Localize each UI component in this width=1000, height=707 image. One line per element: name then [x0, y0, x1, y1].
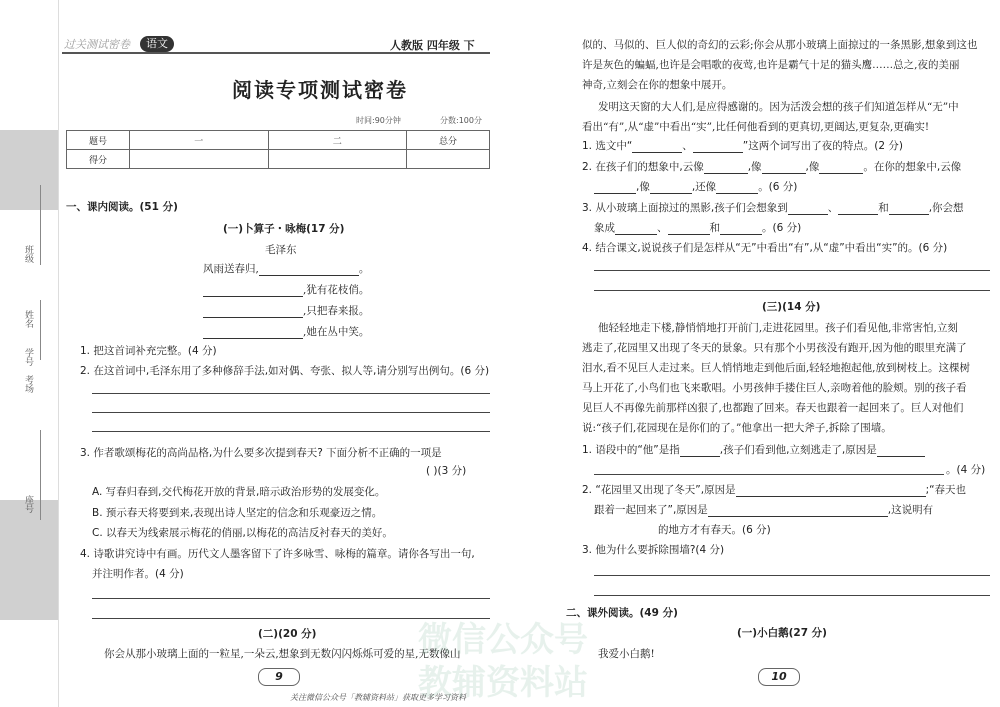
question-3-score[interactable]: ( )(3 分)	[426, 465, 467, 477]
edition-label: 人教版 四年级 下	[390, 39, 475, 52]
passage-text: 许是灰色的蝙蝠,也许是会唱歌的夜莺,也许是霸气十足的猫头鹰……总之,夜的美丽	[582, 59, 960, 71]
question-1: 1. 选文中“ 、 ”这两个词写出了夜的特点。(2 分)	[582, 140, 903, 152]
poem-line: ,她在丛中笑。	[203, 325, 369, 339]
answer-line[interactable]	[594, 270, 990, 271]
spine-line	[40, 300, 41, 360]
passage-text: 发明这天窗的大人们,是应得感谢的。因为活泼会想的孩子们知道怎样从“无”中	[598, 101, 959, 113]
poem-line: 风雨送春归, 。	[203, 263, 370, 275]
binding-spine	[0, 0, 59, 707]
answer-line[interactable]	[92, 393, 490, 394]
spine-label: 班级	[23, 245, 33, 263]
page-number: 9	[258, 668, 300, 686]
question-2: 2. 在孩子们的想象中,云像 ,像 ,像 。在你的想象中,云像	[582, 161, 962, 173]
page-title: 阅读专项测试密卷	[232, 78, 408, 102]
subsection-title: (一)小白鹅(27 分)	[737, 627, 827, 639]
poem-line: ,犹有花枝俏。	[203, 283, 369, 297]
answer-line[interactable]	[594, 290, 990, 291]
spine-label: 考场	[23, 375, 33, 393]
spine-shade	[0, 500, 58, 620]
question-3: 3. 作者歌颂梅花的高尚品格,为什么要多次提到春天? 下面分析不正确的一项是	[80, 447, 442, 459]
section-heading: 二、课外阅读。(49 分)	[566, 607, 678, 619]
question-2-end: 的地方才有春天。(6 分)	[658, 524, 771, 536]
question-2-cont: 跟着一起回来了”,原因是 ,这说明有	[594, 504, 934, 516]
question-4: 4. 诗歌讲究诗中有画。历代文人墨客留下了许多咏雪、咏梅的篇章。请你各写出一句,	[80, 548, 475, 560]
passage-text: 神奇,立刻会在你的想象中展开。	[582, 79, 733, 91]
question-3-cont: 象成 、 和 。(6 分)	[594, 222, 802, 234]
spine-line	[40, 185, 41, 265]
answer-line[interactable]	[594, 474, 944, 475]
passage-text: 逃走了,花园里又出现了冬天的景象。只有那个小男孩没有跑开,因为他的眼里充满了	[582, 342, 967, 354]
question-2: 2. 在这首词中,毛泽东用了多种修辞手法,如对偶、夸张、拟人等,请分别写出例句。(6 分)	[80, 365, 490, 377]
subsection-title: (三)(14 分)	[762, 301, 821, 313]
score-table: 题号 一 二 总分 得分	[66, 130, 490, 169]
answer-line[interactable]	[594, 595, 990, 596]
question-1: 1. 语段中的“他”是指 ,孩子们看到他,立刻逃走了,原因是	[582, 443, 925, 457]
question-1: 1. 把这首词补充完整。(4 分)	[80, 345, 217, 357]
page-number: 10	[758, 668, 800, 686]
poem-line: ,只把春来报。	[203, 304, 369, 318]
spine-label: 学号	[23, 348, 33, 366]
passage-text: 见巨人不再像先前那样凶狠了,也都跑了回来。春天也跟着一起回来了。巨人对他们	[582, 402, 964, 414]
question-4-cont: 并注明作者。(4 分)	[92, 568, 184, 580]
watermark-line: 教辅资料站	[418, 663, 588, 703]
question-3: 3. 他为什么要拆除围墙?(4 分)	[582, 544, 725, 556]
subsection-title: (一)卜算子・咏梅(17 分)	[223, 223, 345, 235]
passage-text: 他轻轻地走下楼,静悄悄地打开前门,走进花园里。孩子们看见他,非常害怕,立刻	[598, 322, 958, 334]
question-2-cont: ,像 ,还像 。(6 分)	[594, 180, 797, 194]
option-a: A. 写春归春到,交代梅花开放的背景,暗示政治形势的发展变化。	[92, 486, 386, 498]
option-b: B. 预示春天将要到来,表现出诗人坚定的信念和乐观豪迈之情。	[92, 507, 383, 519]
subject-badge: 语文	[140, 36, 174, 52]
spine-label: 姓名	[23, 310, 33, 328]
passage-text: 你会从那小玻璃上面的一粒星,一朵云,想象到无数闪闪烁烁可爱的星,无数像山	[104, 648, 461, 660]
answer-line[interactable]	[92, 598, 490, 599]
subsection-title: (二)(20 分)	[258, 628, 317, 640]
question-2: 2. “花园里又出现了冬天”,原因是 ;“春天也	[582, 484, 967, 496]
passage-text: 说:“孩子们,花园现在是你们的了。”他拿出一把大斧子,拆除了围墙。	[582, 422, 892, 434]
answer-line[interactable]	[92, 412, 490, 413]
spine-label: 座号	[23, 495, 33, 513]
section-heading: 一、课内阅读。(51 分)	[66, 201, 178, 213]
passage-text: 马上开花了,小鸟们也飞来歌唱。小男孩伸手搂住巨人,亲吻着他的脸颊。别的孩子看	[582, 382, 967, 394]
score-label: 分数:100分	[440, 116, 482, 125]
answer-line[interactable]	[594, 575, 990, 576]
question-4: 4. 结合课文,说说孩子们是怎样从“无”中看出“有”,从“虚”中看出“实”的。(6 分)	[582, 242, 948, 254]
spine-shade	[0, 130, 58, 210]
passage-text: 似的、马似的、巨人似的奇幻的云彩;你会从那小玻璃上面掠过的一条黑影,想象到这也	[582, 39, 978, 51]
passage-text: 我爱小白鹅!	[598, 648, 655, 660]
passage-text: 泪水,看不见巨人走过来。巨人悄悄地走到他后面,轻轻地抱起他,放到树枝上。这棵树	[582, 362, 971, 374]
poem-author: 毛泽东	[265, 244, 297, 256]
footer-text: 关注微信公众号「教辅资料站」获取更多学习资料	[290, 693, 466, 702]
option-c: C. 以春天为线索展示梅花的俏丽,以梅花的高洁反衬春天的美好。	[92, 527, 393, 539]
spine-line	[40, 430, 41, 520]
question-1-score: 。(4 分)	[946, 464, 986, 476]
brand-text: 过关测试密卷	[64, 38, 130, 51]
passage-text: 看出“有”,从“虚”中看出“实”,比任何他看到的更真切,更阔达,更复杂,更确实!	[582, 121, 930, 133]
answer-line[interactable]	[92, 431, 490, 432]
time-label: 时间:90分钟	[356, 116, 401, 125]
question-3: 3. 从小玻璃上面掠过的黑影,孩子们会想象到 、 和 ,你会想	[582, 202, 964, 214]
watermark-line: 微信公众号	[418, 620, 588, 660]
